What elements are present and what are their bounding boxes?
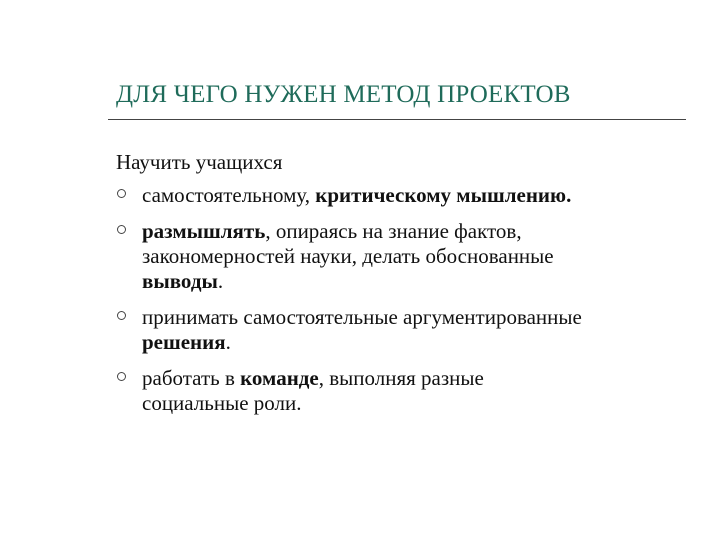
list-item-line [142, 219, 686, 244]
list-item-line [142, 269, 686, 294]
text-run: закономерностей науки, делать обоснованные [142, 244, 554, 268]
circle-bullet-icon [117, 311, 126, 320]
list-item [116, 183, 686, 208]
text-run: принимать самостоятельные аргументированные [142, 305, 582, 329]
slide-body [116, 150, 686, 427]
list-item [116, 305, 686, 355]
text-run: . [225, 330, 231, 354]
circle-bullet-icon [117, 372, 126, 381]
emphasized-text: выводы [142, 269, 218, 293]
circle-bullet-icon [117, 225, 126, 234]
text-run: социальные роли. [142, 391, 302, 415]
emphasized-text: команде [240, 366, 319, 390]
list-item-line [142, 183, 686, 208]
list-item-line [142, 391, 686, 416]
text-run: . [217, 269, 224, 293]
list-item-line [142, 244, 686, 269]
list-item [116, 219, 686, 294]
slide-title: ДЛЯ ЧЕГО НУЖЕН МЕТОД ПРОЕКТОВ [116, 81, 571, 108]
list-item [116, 366, 686, 416]
emphasized-text: решения [142, 330, 226, 354]
emphasized-text: размышлять [142, 219, 266, 243]
list-item-line [142, 366, 686, 391]
list-item-line [142, 305, 686, 330]
text-run: , опираясь на знание фактов, [265, 219, 522, 243]
text-run: работать в [142, 366, 241, 390]
list-item-line [142, 330, 686, 355]
circle-bullet-icon [117, 189, 126, 198]
text-run: , выполняя разные [318, 366, 484, 390]
emphasized-text: критическому мышлению. [315, 183, 572, 207]
bullet-list [116, 183, 686, 416]
intro-text: Научить учащихся [116, 150, 283, 174]
text-run: самостоятельному, [142, 183, 316, 207]
title-divider [108, 119, 686, 120]
